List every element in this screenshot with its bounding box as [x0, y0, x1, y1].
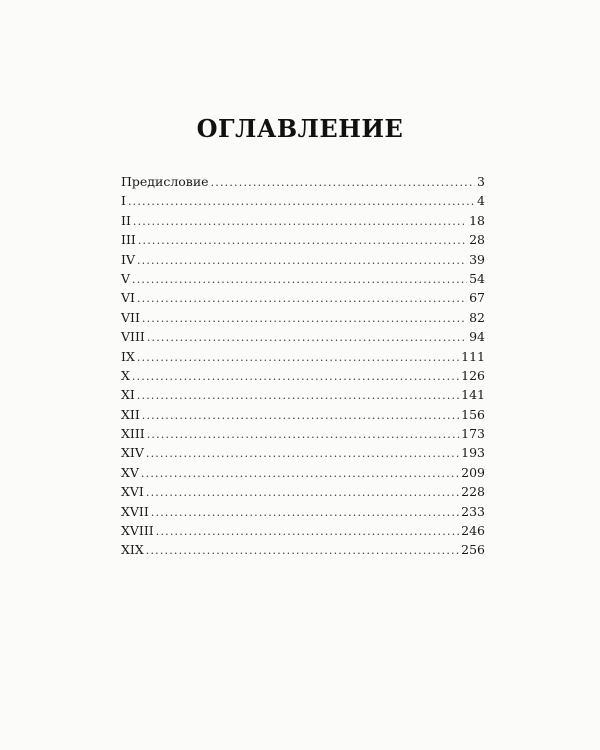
toc-entry[interactable]	[121, 424, 485, 443]
toc-entry-page: 246	[461, 523, 485, 539]
toc-entry[interactable]	[121, 269, 485, 288]
toc-leader-dots	[133, 212, 467, 231]
toc-entry-page: 54	[469, 270, 485, 286]
toc-entry[interactable]	[121, 502, 485, 521]
toc-entry-label: XIX	[121, 542, 144, 558]
toc-leader-dots	[137, 348, 459, 367]
toc-leader-dots	[147, 425, 459, 444]
toc-entry-page: 94	[469, 329, 485, 345]
toc-entry-label: III	[121, 232, 136, 248]
toc-entry-label: XI	[121, 387, 135, 403]
toc-leader-dots	[151, 503, 459, 522]
toc-entry[interactable]	[121, 385, 485, 404]
toc-entry-label: VII	[121, 309, 140, 325]
toc-entry[interactable]	[121, 191, 485, 210]
toc-entry-label: Предисловие	[121, 174, 209, 189]
toc-leader-dots	[137, 289, 467, 308]
toc-entry[interactable]	[121, 172, 485, 191]
toc-leader-dots	[146, 444, 459, 463]
table-of-contents	[121, 172, 485, 560]
toc-leader-dots	[211, 173, 475, 192]
toc-entry-label: I	[121, 193, 126, 209]
toc-entry-page: 256	[461, 542, 485, 558]
toc-entry-page: 209	[461, 464, 485, 480]
toc-entry-page: 67	[469, 290, 485, 306]
toc-entry-label: XVI	[121, 484, 144, 500]
toc-leader-dots	[137, 386, 459, 405]
toc-entry-label: V	[121, 270, 131, 286]
toc-entry[interactable]	[121, 230, 485, 249]
toc-entry[interactable]	[121, 482, 485, 501]
toc-entry-label: XII	[121, 406, 140, 422]
toc-entry[interactable]	[121, 443, 485, 462]
toc-entry-page: 228	[461, 484, 485, 500]
toc-leader-dots	[132, 367, 459, 386]
toc-entry[interactable]	[121, 250, 485, 269]
toc-entry[interactable]	[121, 308, 485, 327]
toc-leader-dots	[156, 522, 459, 541]
toc-leader-dots	[146, 541, 459, 560]
toc-entry-page: 18	[469, 212, 485, 228]
toc-entry[interactable]	[121, 211, 485, 230]
toc-entry-page: 193	[461, 445, 485, 461]
toc-entry-label: XV	[121, 464, 139, 480]
toc-entry-label: XIII	[121, 426, 145, 442]
toc-leader-dots	[128, 192, 475, 211]
toc-leader-dots	[132, 270, 467, 289]
toc-leader-dots	[147, 328, 467, 347]
toc-entry[interactable]	[121, 540, 485, 559]
toc-entry-label: IX	[121, 348, 135, 364]
toc-entry-label: VI	[121, 290, 135, 306]
toc-entry-label: XIV	[121, 445, 144, 461]
toc-leader-dots	[142, 309, 467, 328]
toc-entry-label: XVII	[121, 503, 149, 519]
toc-entry-label: IV	[121, 251, 135, 267]
toc-leader-dots	[138, 231, 467, 250]
toc-entry-page: 141	[461, 387, 485, 403]
toc-entry[interactable]	[121, 405, 485, 424]
toc-leader-dots	[137, 251, 467, 270]
toc-entry-page: 3	[477, 174, 485, 189]
toc-entry-page: 82	[469, 309, 485, 325]
toc-entry-label: XVIII	[121, 523, 154, 539]
toc-entry-label: X	[121, 367, 130, 383]
toc-leader-dots	[141, 464, 459, 483]
toc-entry-page: 28	[469, 232, 485, 248]
toc-entry[interactable]	[121, 366, 485, 385]
toc-entry[interactable]	[121, 463, 485, 482]
toc-entry[interactable]	[121, 327, 485, 346]
toc-entry-page: 39	[469, 251, 485, 267]
toc-entry-page: 4	[477, 193, 485, 209]
toc-entry-page: 156	[461, 406, 485, 422]
toc-entry[interactable]	[121, 521, 485, 540]
toc-entry[interactable]	[121, 288, 485, 307]
toc-entry-page: 233	[461, 503, 485, 519]
toc-entry[interactable]	[121, 347, 485, 366]
toc-leader-dots	[142, 406, 459, 425]
toc-entry-page: 126	[461, 367, 485, 383]
toc-entry-page: 111	[461, 348, 485, 364]
toc-leader-dots	[146, 483, 459, 502]
page-title: ОГЛАВЛЕНИЕ	[196, 114, 404, 143]
toc-entry-label: VIII	[121, 329, 145, 345]
toc-entry-label: II	[121, 212, 131, 228]
toc-entry-page: 173	[461, 426, 485, 442]
